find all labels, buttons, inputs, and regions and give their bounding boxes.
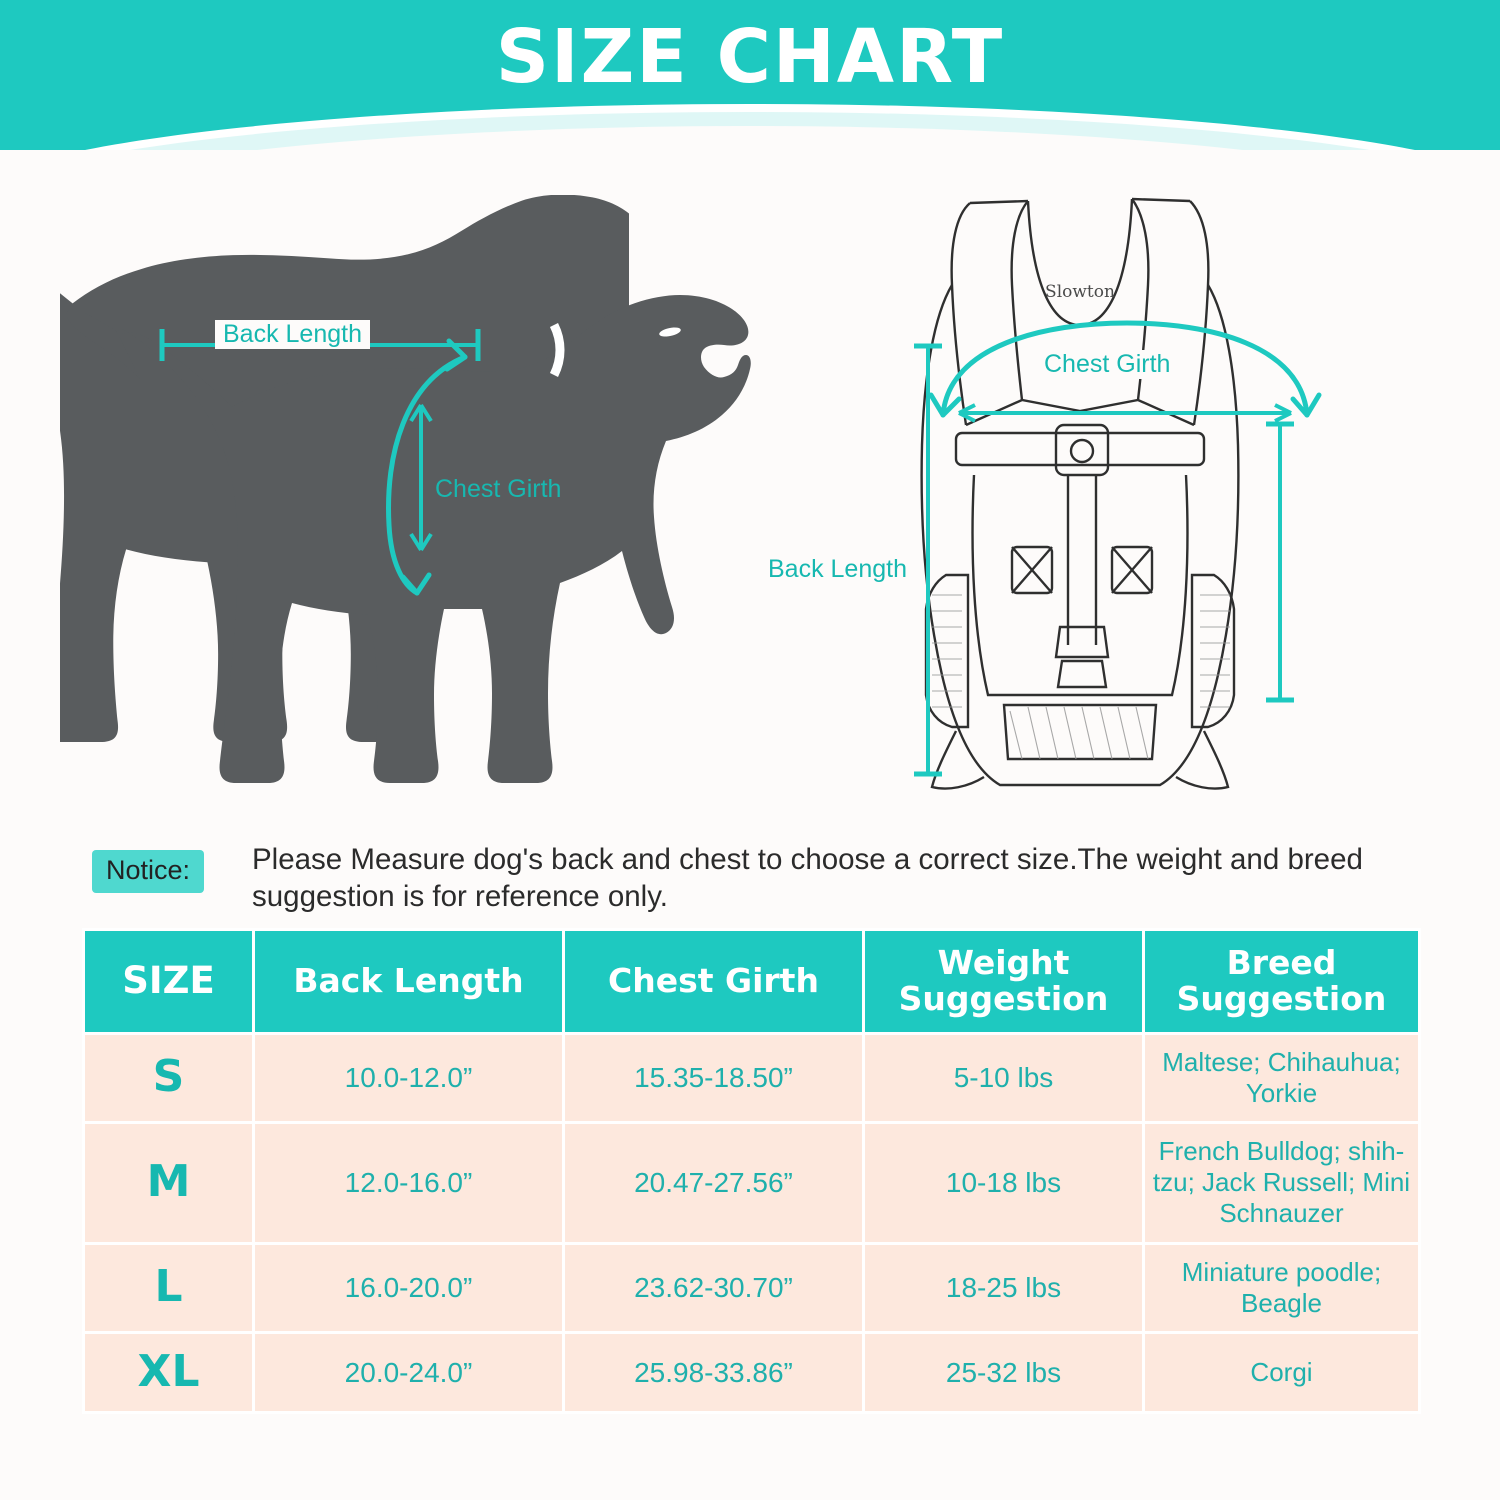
- page-header: [0, 0, 1500, 150]
- carrier-back-length-arrow-right: [1260, 410, 1300, 715]
- cell-chest-girth: 23.62-30.70”: [564, 1243, 864, 1332]
- notice-text: Please Measure dog's back and chest to choose a correct size.The weight and breed suggestion is for reference only.: [252, 843, 1363, 913]
- cell-weight: 25-32 lbs: [864, 1332, 1144, 1412]
- notice-badge: Notice:: [92, 850, 204, 893]
- table-row: [84, 1122, 1420, 1243]
- table-row: [84, 1332, 1420, 1412]
- cell-back-length: 12.0-16.0”: [254, 1122, 564, 1243]
- cell-chest-girth: 25.98-33.86”: [564, 1332, 864, 1412]
- page-title: SIZE CHART: [495, 14, 1005, 100]
- cell-breed: Miniature poodle; Beagle: [1144, 1243, 1420, 1332]
- dog-back-length-label: Back Length: [215, 320, 370, 349]
- cell-weight: 18-25 lbs: [864, 1243, 1144, 1332]
- table-header-weight: Weight Suggestion: [864, 930, 1144, 1034]
- dog-chest-girth-arrow: [345, 335, 545, 605]
- table-header-size: SIZE: [84, 930, 254, 1034]
- carrier-back-length-arrow-left: [908, 330, 948, 790]
- size-table: [82, 928, 1421, 1414]
- table-row: [84, 1033, 1420, 1122]
- cell-back-length: 10.0-12.0”: [254, 1033, 564, 1122]
- cell-back-length: 20.0-24.0”: [254, 1332, 564, 1412]
- cell-breed: Corgi: [1144, 1332, 1420, 1412]
- cell-back-length: 16.0-20.0”: [254, 1243, 564, 1332]
- dog-chest-girth-label: Chest Girth: [435, 475, 562, 503]
- table-header-row: [84, 930, 1420, 1034]
- cell-size: S: [84, 1033, 254, 1122]
- cell-weight: 10-18 lbs: [864, 1122, 1144, 1243]
- notice-row: [0, 838, 1500, 928]
- dog-diagram: [60, 195, 760, 815]
- carrier-backpack-icon: [760, 175, 1460, 815]
- cell-breed: Maltese; Chihauhua; Yorkie: [1144, 1033, 1420, 1122]
- cell-chest-girth: 20.47-27.56”: [564, 1122, 864, 1243]
- cell-breed: French Bulldog; shih-tzu; Jack Russell; Mini Schnauzer: [1144, 1122, 1420, 1243]
- carrier-diagram: [760, 175, 1460, 815]
- cell-weight: 5-10 lbs: [864, 1033, 1144, 1122]
- carrier-brand-mark: Slowton: [1045, 282, 1115, 302]
- carrier-chest-girth-label: Chest Girth: [1038, 350, 1176, 379]
- carrier-back-length-label: Back Length: [768, 555, 907, 583]
- cell-size: XL: [84, 1332, 254, 1412]
- illustration-area: [0, 175, 1500, 825]
- cell-chest-girth: 15.35-18.50”: [564, 1033, 864, 1122]
- cell-size: L: [84, 1243, 254, 1332]
- table-header-back-length: Back Length: [254, 930, 564, 1034]
- table-row: [84, 1243, 1420, 1332]
- cell-size: M: [84, 1122, 254, 1243]
- table-header-chest-girth: Chest Girth: [564, 930, 864, 1034]
- table-header-breed: Breed Suggestion: [1144, 930, 1420, 1034]
